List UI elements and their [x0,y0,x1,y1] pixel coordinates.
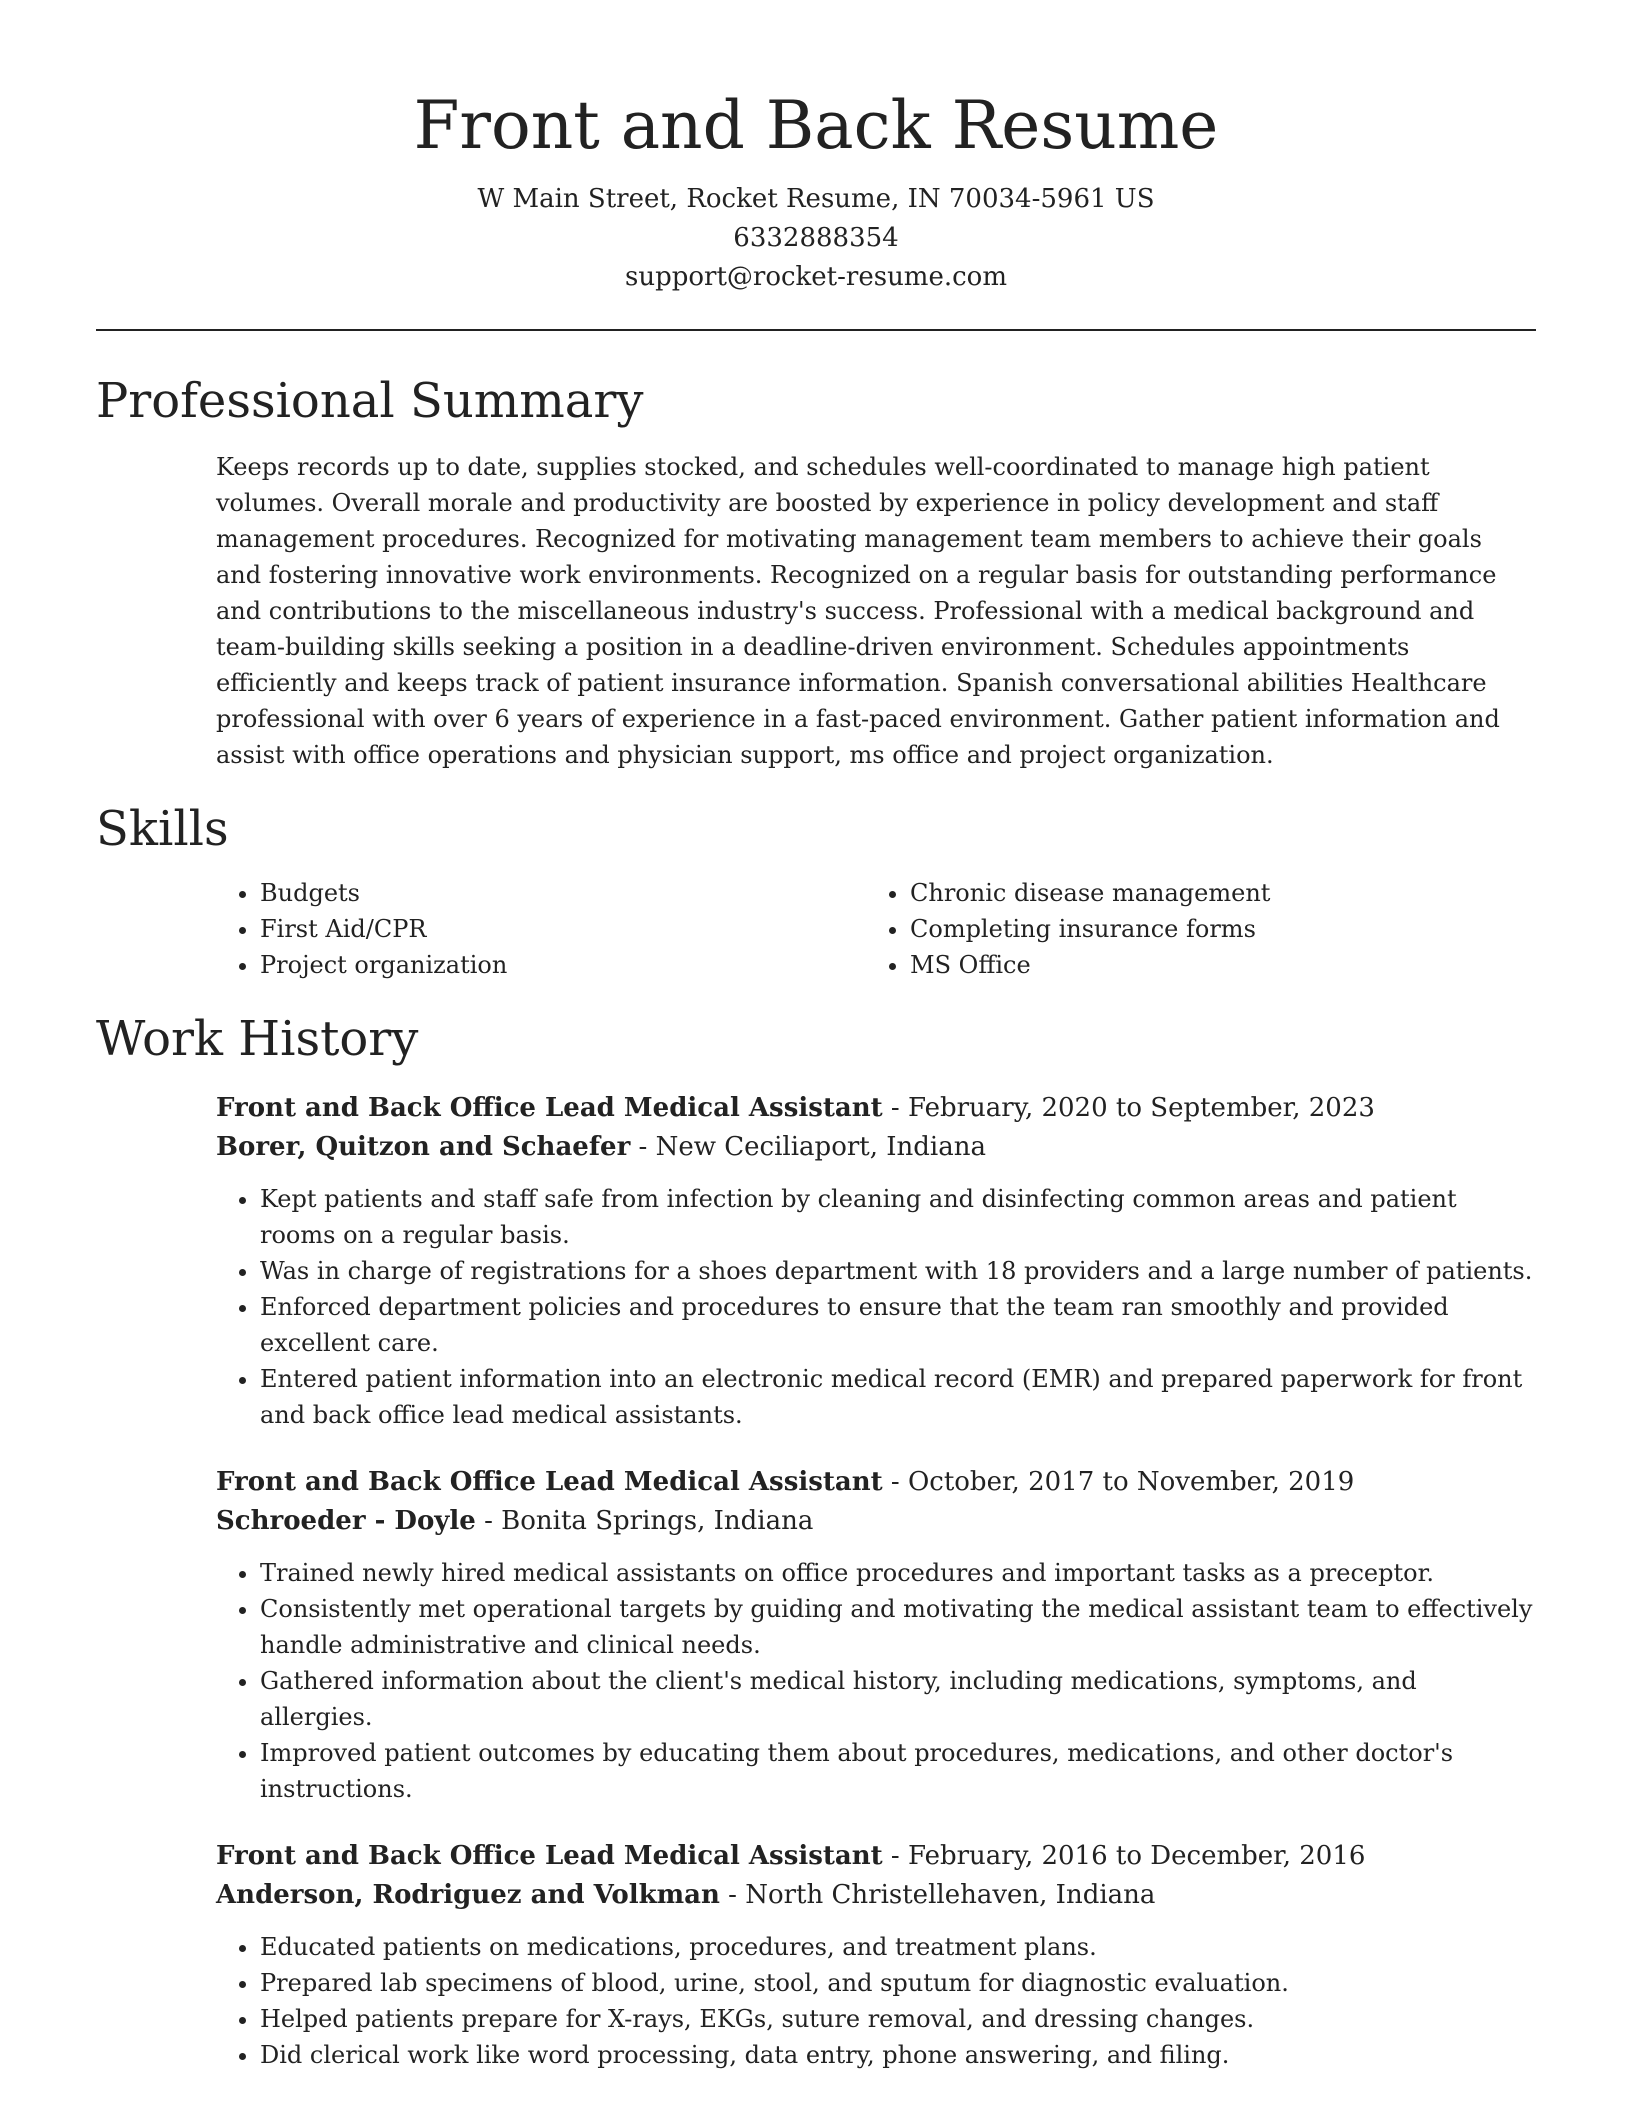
job-title-line [216,1089,1536,1128]
job-bullet: • Helped patients prepare for X-rays, EKGs, suture removal, and dressing changes. [260,2001,1536,2037]
job-dates: February, 2016 to December, 2016 [907,1841,1366,1871]
separator: - [475,1506,502,1536]
job-bullet: • Trained newly hired medical assistants on office procedures and important tasks as a preceptor. [260,1555,1536,1591]
job-title-line [216,1837,1536,1876]
skills-grid [216,875,1536,983]
job-location: New Ceciliaport, Indiana [655,1132,986,1162]
resume-header [96,0,1536,297]
job-dates: February, 2020 to September, 2023 [907,1093,1375,1123]
job-company: Borer, Quitzon and Schaefer [216,1132,631,1162]
job-company: Schroeder - Doyle [216,1506,476,1536]
job-bullet: • Prepared lab specimens of blood, urine, stool, and sputum for diagnostic evaluation. [260,1965,1536,2001]
job-bullet: • Kept patients and staff safe from infection by cleaning and disinfecting common areas and patient rooms on a regular basis. [260,1181,1536,1253]
summary-heading: Professional Summary [96,373,644,429]
header-divider [96,329,1536,331]
job-company: Anderson, Rodriguez and Volkman [216,1880,720,1910]
job-bullet: • Improved patient outcomes by educating them about procedures, medications, and other doctor's instructions. [260,1735,1536,1807]
job-bullets [216,1555,1536,1807]
job-bullet: • Enforced department policies and procedures to ensure that the team ran smoothly and provided excellent care. [260,1289,1536,1361]
job-location: North Christellehaven, Indiana [745,1880,1156,1910]
resume-page [96,0,1536,2112]
skill-item: • Budgets [260,875,866,911]
job-bullet: • Gathered information about the client's medical history, including medications, symptoms, and allergies. [260,1663,1536,1735]
separator: - [882,1093,908,1123]
skill-item: • First Aid/CPR [260,911,866,947]
job-dates: October, 2017 to November, 2019 [907,1467,1355,1497]
job-title-line [216,1463,1536,1502]
separator: - [719,1880,746,1910]
skills-heading: Skills [96,801,229,857]
resume-name: Front and Back Resume [413,87,1219,164]
job-entry [216,1463,1536,1807]
work-history-heading: Work History [96,1011,419,1067]
job-company-line [216,1128,1536,1167]
contact-phone: 6332888354 [733,223,899,253]
contact-address: W Main Street, Rocket Resume, IN 70034-5961 US [477,184,1155,214]
skill-item: • MS Office [910,947,1516,983]
job-bullet: • Was in charge of registrations for a shoes department with 18 providers and a large number of patients. [260,1253,1536,1289]
separator: - [882,1841,908,1871]
skills-list-left [216,875,866,983]
job-title: Front and Back Office Lead Medical Assistant [216,1467,883,1497]
skill-item: • Project organization [260,947,866,983]
job-bullet: • Did clerical work like word processing, data entry, phone answering, and filing. [260,2037,1536,2073]
job-company-line [216,1502,1536,1541]
skills-section [96,875,1536,983]
job-entry [216,1837,1536,2073]
job-bullet: • Entered patient information into an electronic medical record (EMR) and prepared paperwork for front and back office lead medical assistants. [260,1361,1536,1433]
skills-list-right [866,875,1516,983]
skill-item: • Completing insurance forms [910,911,1516,947]
contact-block [96,180,1536,297]
job-bullets [216,1181,1536,1433]
separator: - [630,1132,656,1162]
job-entry [216,1089,1536,1433]
contact-email: support@rocket-resume.com [624,262,1007,292]
job-title: Front and Back Office Lead Medical Assistant [216,1841,883,1871]
job-bullets [216,1929,1536,2073]
separator: - [882,1467,908,1497]
job-company-line [216,1876,1536,1915]
job-title: Front and Back Office Lead Medical Assistant [216,1093,883,1123]
job-bullet: • Consistently met operational targets by guiding and motivating the medical assistant team to effectively handle administrative and clinical needs. [260,1591,1536,1663]
skill-item: • Chronic disease management [910,875,1516,911]
summary-text: Keeps records up to date, supplies stocked, and schedules well-coordinated to manage high patient volumes. Overall morale and productivity are boosted by experience in policy development and staff management procedures. Recognized for motivating management team members to achieve their goals and fostering innovative work environments. Recognized on a regular basis for outstanding performance and contributions to the miscellaneous industry's success. Professional with a medical background and team-building skills seeking a position in a deadline-driven environment. Schedules appointments efficiently and keeps track of patient insurance information. Spanish conversational abilities Healthcare professional with over 6 years of experience in a fast-paced environment. Gather patient information and assist with office operations and physician support, ms office and project organization. [216,453,1500,769]
summary-section [96,449,1536,773]
job-location: Bonita Springs, Indiana [501,1506,814,1536]
job-bullet: • Educated patients on medications, procedures, and treatment plans. [260,1929,1536,1965]
work-history-section [96,1089,1536,2073]
